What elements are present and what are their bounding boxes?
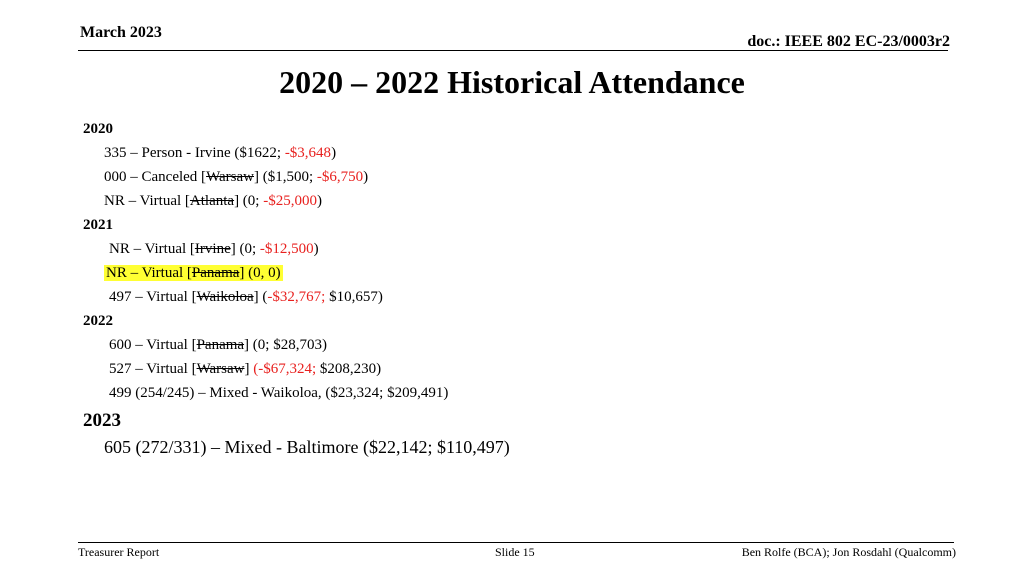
header-doc-id: doc.: IEEE 802 EC-23/0003r2 [747, 33, 950, 50]
year-heading-2023: 2023 [83, 410, 121, 431]
header-divider [78, 50, 948, 51]
header-date: March 2023 [80, 24, 162, 41]
list-item: 527 – Virtual [Warsaw] (-$67,324; $208,230) [109, 361, 382, 377]
list-item: 600 – Virtual [Panama] (0; $28,703) [109, 337, 327, 353]
list-item: 605 (272/331) – Mixed - Baltimore ($22,142; $110,497) [104, 437, 510, 457]
year-heading-2022: 2022 [83, 313, 113, 329]
footer-divider [78, 542, 954, 543]
list-item: 000 – Canceled [Warsaw] ($1,500; -$6,750) [104, 169, 369, 185]
list-item: NR – Virtual [Atlanta] (0; -$25,000) [104, 193, 322, 209]
footer-authors: Ben Rolfe (BCA); Jon Rosdahl (Qualcomm) [741, 545, 956, 559]
year-heading-2020: 2020 [83, 121, 113, 137]
list-item: 335 – Person - Irvine ($1622; -$3,648) [104, 145, 337, 161]
footer-left: Treasurer Report [78, 545, 160, 559]
footer-slide-number: Slide 15 [495, 545, 535, 559]
list-item-highlighted [104, 265, 283, 282]
year-heading-2021: 2021 [83, 217, 113, 233]
list-item: 497 – Virtual [Waikoloa] (-$32,767; $10,657) [109, 289, 383, 305]
slide-title: 2020 – 2022 Historical Attendance [279, 64, 745, 100]
list-item: 499 (254/245) – Mixed - Waikoloa, ($23,324; $209,491) [109, 385, 449, 401]
highlight: NR – Virtual [Panama] (0, 0) [106, 265, 281, 281]
list-item: NR – Virtual [Irvine] (0; -$12,500) [109, 241, 319, 257]
